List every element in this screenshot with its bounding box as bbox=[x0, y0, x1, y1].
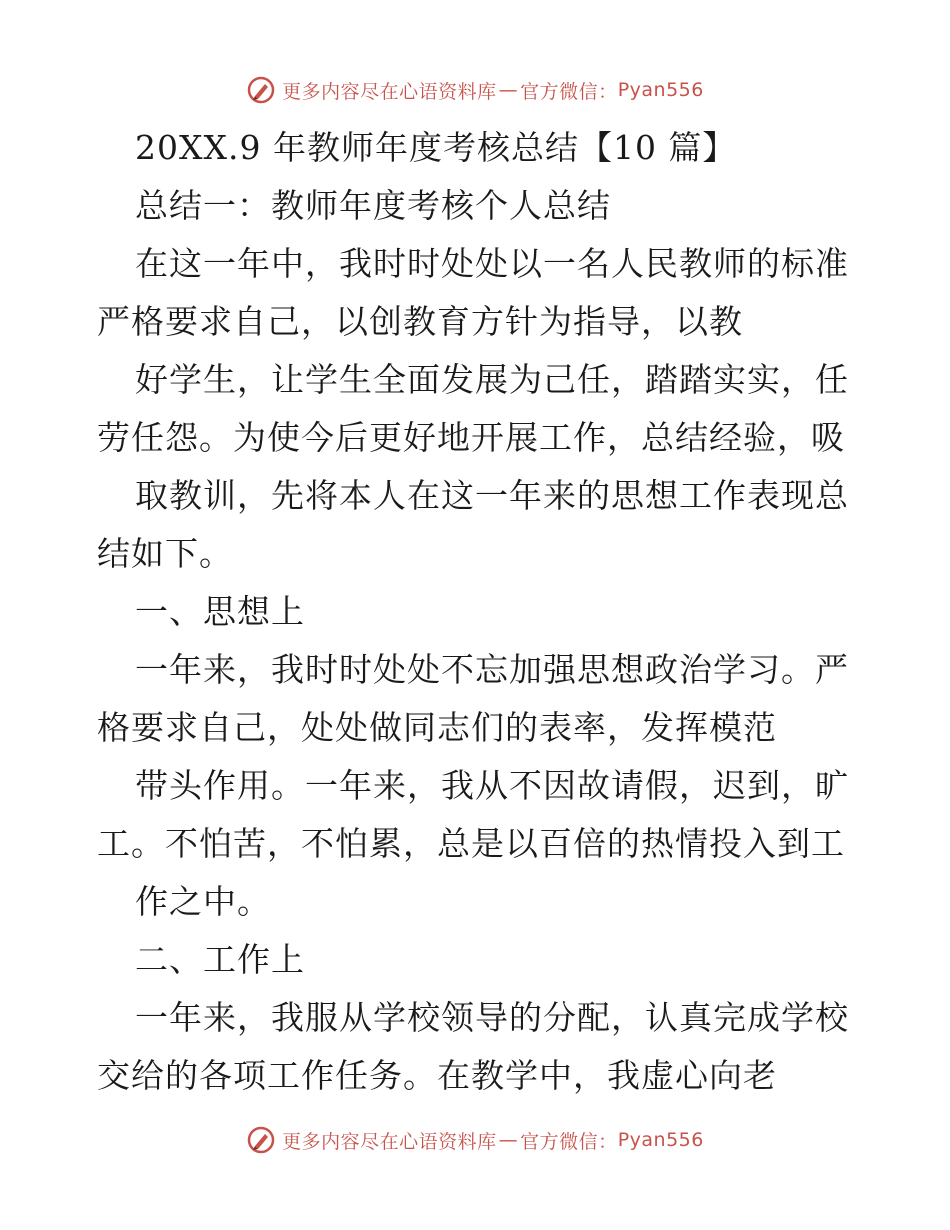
paragraph-line: 劳任怨。为使今后更好地开展工作，总结经验，吸 bbox=[97, 418, 845, 457]
paragraph-line: 一年来，我时时处处不忘加强思想政治学习。严 bbox=[135, 650, 849, 689]
document-title: 20XX.9 年教师年度考核总结【10 篇】 bbox=[135, 128, 737, 167]
watermark-separator: — bbox=[498, 79, 519, 101]
paragraph-line: 一年来，我服从学校领导的分配，认真完成学校 bbox=[135, 998, 849, 1037]
document-subtitle: 总结一：教师年度考核个人总结 bbox=[135, 186, 611, 225]
paragraph-line: 在这一年中，我时时处处以一名人民教师的标准 bbox=[135, 244, 849, 283]
section-heading: 一、思想上 bbox=[135, 592, 305, 631]
paragraph-line: 好学生，让学生全面发展为己任，踏踏实实，任 bbox=[135, 360, 849, 399]
section-heading: 二、工作上 bbox=[135, 940, 305, 979]
paragraph-line: 严格要求自己，以创教育方针为指导，以教 bbox=[97, 302, 743, 341]
paragraph-line: 带头作用。一年来，我从不因故请假，迟到，旷 bbox=[135, 766, 849, 805]
pen-logo-icon bbox=[246, 1125, 276, 1155]
watermark-separator: — bbox=[498, 1129, 519, 1151]
watermark-text: 更多内容尽在心语资料库 bbox=[282, 80, 497, 103]
paragraph-line: 取教训，先将本人在这一年来的思想工作表现总 bbox=[135, 476, 849, 515]
watermark-suffix: 官方微信： bbox=[520, 1130, 618, 1153]
watermark-suffix: 官方微信： bbox=[520, 80, 618, 103]
paragraph-line: 格要求自己，处处做同志们的表率，发挥模范 bbox=[97, 708, 777, 747]
paragraph-line: 结如下。 bbox=[97, 534, 233, 573]
watermark-id: Pyan556 bbox=[617, 1129, 704, 1151]
footer-watermark bbox=[0, 1120, 950, 1160]
watermark-id: Pyan556 bbox=[617, 79, 704, 101]
paragraph-line: 交给的各项工作任务。在教学中，我虚心向老 bbox=[97, 1056, 777, 1095]
paragraph-line: 作之中。 bbox=[135, 882, 271, 921]
watermark-text: 更多内容尽在心语资料库 bbox=[282, 1130, 497, 1153]
paragraph-line: 工。不怕苦，不怕累，总是以百倍的热情投入到工 bbox=[97, 824, 845, 863]
